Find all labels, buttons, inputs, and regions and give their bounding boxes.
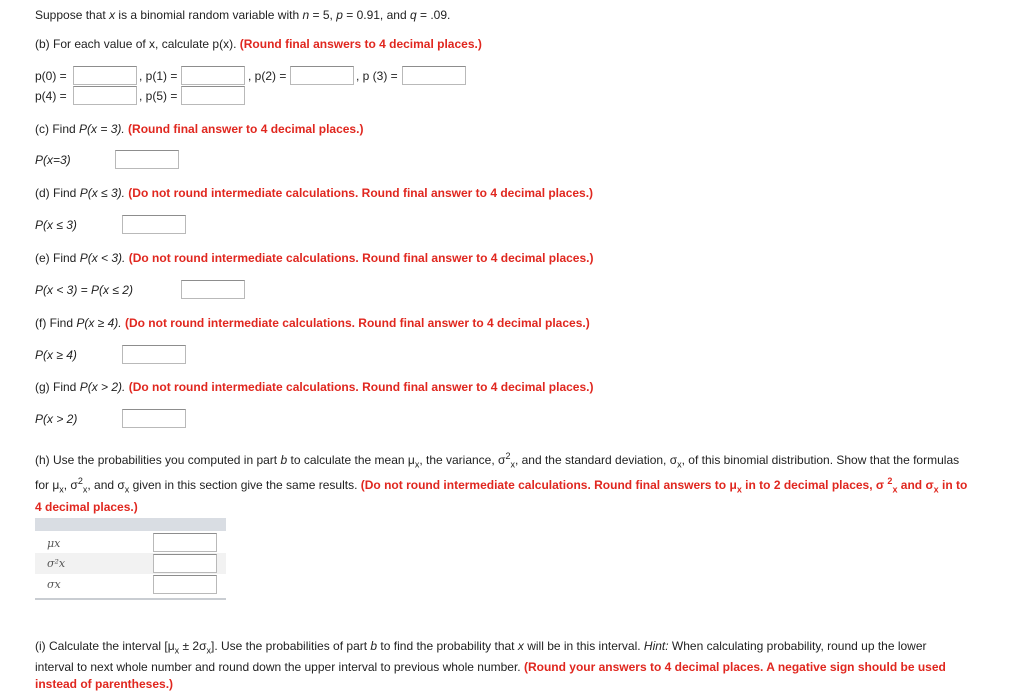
part-d-question: (d) Find P(x ≤ 3). (Do not round intermediate calculations. Round final answer to 4 decimal places.)	[35, 186, 594, 200]
part-g-input[interactable]	[122, 409, 186, 428]
part-c-question: (c) Find P(x = 3). (Round final answer to 4 decimal places.)	[35, 122, 364, 136]
p1-input[interactable]	[181, 66, 245, 85]
std-dev-input[interactable]	[153, 575, 217, 594]
part-d-input[interactable]	[122, 215, 186, 234]
p3-input[interactable]	[402, 66, 466, 85]
p3-label: , p (3) =	[356, 69, 398, 83]
part-c-input[interactable]	[115, 150, 179, 169]
mean-symbol: μx	[47, 537, 61, 550]
p0-input[interactable]	[73, 66, 137, 85]
part-g-question: (g) Find P(x > 2). (Do not round intermediate calculations. Round final answer to 4 decimal places.)	[35, 380, 594, 394]
part-b-question: (b) For each value of x, calculate p(x). (Round final answers to 4 decimal places.)	[35, 37, 482, 51]
stats-table-header	[35, 518, 226, 531]
p1-label: , p(1) =	[139, 69, 178, 83]
p0-label: p(0) =	[35, 69, 67, 83]
p5-label: , p(5) =	[139, 89, 178, 103]
p2-label: , p(2) =	[248, 69, 287, 83]
part-e-question: (e) Find P(x < 3). (Do not round intermediate calculations. Round final answer to 4 decimal places.)	[35, 251, 594, 265]
part-d-label: P(x ≤ 3)	[35, 218, 77, 232]
table-divider	[35, 598, 226, 600]
problem-statement: Suppose that x is a binomial random variable with n = 5, p = 0.91, and q = .09.	[35, 8, 451, 22]
part-g-label: P(x > 2)	[35, 412, 78, 426]
part-i-question: (i) Calculate the interval $[\mu_x \pm 2\sigma_x]$. Use the probabilities of part b to find the probability that x will be in this interval. Hint: When calculating probability, round up the lower interval to next whole number and round down the upper interval to previous whole number. (Round your answers to 4 decimal places. A negative sign should be used instead of parentheses.)	[35, 639, 946, 692]
part-f-input[interactable]	[122, 345, 186, 364]
p5-input[interactable]	[181, 86, 245, 105]
std-dev-symbol: σx	[47, 578, 61, 591]
p4-input[interactable]	[73, 86, 137, 105]
part-c-label: P(x=3)	[35, 153, 71, 167]
p2-input[interactable]	[290, 66, 354, 85]
part-e-label: P(x < 3) = P(x ≤ 2)	[35, 283, 133, 297]
part-h-question: (h) Use the probabilities you computed in part b to calculate the mean $\mu_x$, the variance, $\sigma^2_x$, and the standard deviation, $\sigma_x$, of this binomial distribution. Show that the formulas for $\mu_x$, $\sigma^2_x$, and $\sigma_x$ given in this section give the same results. (Do not round intermediate calculations. Round final answers to $\mu_x$ in to 2 decimal places, σ $^2_x$ and $\sigma_x$ in to 4 decimal places.)	[35, 451, 968, 514]
part-f-question: (f) Find P(x ≥ 4). (Do not round intermediate calculations. Round final answer to 4 decimal places.)	[35, 316, 590, 330]
variance-symbol: σ²x	[47, 557, 66, 570]
mean-input[interactable]	[153, 533, 217, 552]
variance-input[interactable]	[153, 554, 217, 573]
part-e-input[interactable]	[181, 280, 245, 299]
p4-label: p(4) =	[35, 89, 67, 103]
part-f-label: P(x ≥ 4)	[35, 348, 77, 362]
